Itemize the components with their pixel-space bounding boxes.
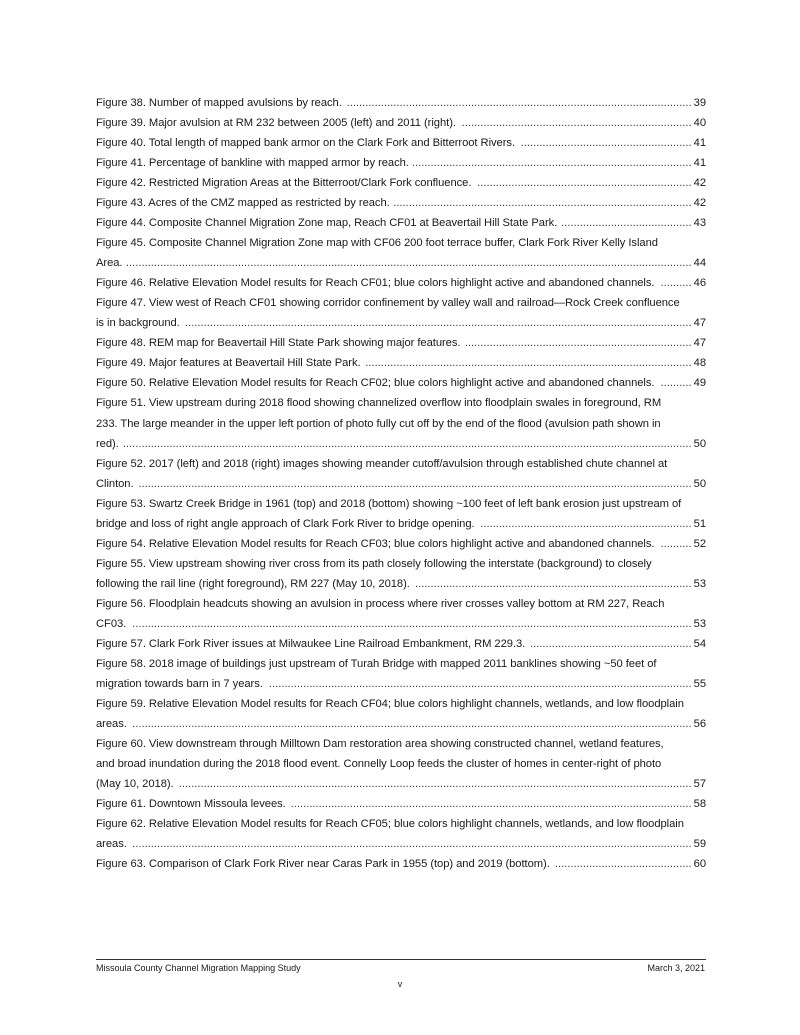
figure-caption: Figure 41. Percentage of bankline with mapped armor by reach. xyxy=(96,157,409,170)
figure-caption: Figure 44. Composite Channel Migration Zone map, Reach CF01 at Beavertail Hill State Park. xyxy=(96,217,558,230)
page-reference: 42 xyxy=(693,177,706,190)
figure-caption: Figure 58. 2018 image of buildings just upstream of Turah Bridge with mapped 2011 banklines showing ~50 feet of migration towards barn in 7 years. xyxy=(96,657,657,690)
page-reference: 42 xyxy=(693,197,706,210)
page-reference: 39 xyxy=(693,97,706,109)
toc-entry[interactable] xyxy=(96,173,706,193)
dot-leader: ........................................................................................................................................ xyxy=(268,677,692,690)
footer-document-title: Missoula County Channel Migration Mapping Study xyxy=(96,963,301,973)
toc-entry[interactable] xyxy=(96,734,706,794)
dot-leader: ....................................................................................................................................................................................... xyxy=(122,437,692,450)
toc-entry[interactable] xyxy=(96,93,706,113)
page-reference: 56 xyxy=(693,717,706,730)
dot-leader: .................................................... xyxy=(530,637,692,650)
page-reference: 54 xyxy=(693,637,706,650)
dot-leader: .......... xyxy=(660,377,692,390)
page-reference: 50 xyxy=(693,437,706,450)
page-reference: 41 xyxy=(693,137,706,150)
footer-divider xyxy=(96,959,706,960)
figure-caption: Figure 47. View west of Reach CF01 showing corridor confinement by valley wall and railroad—Rock Creek confluence is in background. xyxy=(96,297,680,330)
toc-entry[interactable] xyxy=(96,794,706,814)
figure-caption: Figure 55. View upstream showing river cross from its path closely following the interstate (background) to closely following the rail line (right foreground), RM 227 (May 10, 2018). xyxy=(96,557,652,590)
page-reference: 41 xyxy=(693,157,706,170)
toc-entry[interactable] xyxy=(96,193,706,213)
dot-leader: .......... xyxy=(660,537,692,550)
page-reference: 47 xyxy=(693,337,706,350)
toc-entry[interactable] xyxy=(96,634,706,654)
figure-caption: Figure 59. Relative Elevation Model results for Reach CF04; blue colors highlight channels, wetlands, and low floodplain areas. xyxy=(96,697,684,730)
toc-entry[interactable] xyxy=(96,654,706,694)
dot-leader: ......................................................................................... xyxy=(415,577,692,590)
page-reference: 53 xyxy=(693,577,706,590)
toc-entry[interactable] xyxy=(96,534,706,554)
figure-caption: Figure 42. Restricted Migration Areas at the Bitterroot/Clark Fork confluence. xyxy=(96,177,472,190)
toc-entry[interactable] xyxy=(96,393,706,453)
dot-leader: ..................................................................................................................................................................... xyxy=(178,778,692,791)
toc-entry[interactable] xyxy=(96,854,706,874)
page-reference: 55 xyxy=(693,677,706,690)
page-reference: 43 xyxy=(693,217,706,230)
table-of-figures xyxy=(96,93,706,874)
dot-leader: ................................................................................................................................................................... xyxy=(184,317,692,330)
toc-entry[interactable] xyxy=(96,814,706,854)
page-reference: 51 xyxy=(693,517,706,530)
figure-caption: Figure 51. View upstream during 2018 flood showing channelized overflow into floodplain swales in foreground, RM 233. The large meander in the upper left portion of photo fully cut off by the end of the flood (avulsion path shown in red). xyxy=(96,397,662,450)
dot-leader: ....................................................... xyxy=(520,137,692,150)
page-reference: 46 xyxy=(693,277,706,290)
figure-caption: Figure 57. Clark Fork River issues at Milwaukee Line Railroad Embankment, RM 229.3. xyxy=(96,637,526,650)
figure-caption: Figure 62. Relative Elevation Model results for Reach CF05; blue colors highlight channels, wetlands, and low floodplain areas. xyxy=(96,818,684,851)
dot-leader: .................................................................................................................................................................................... xyxy=(132,838,692,851)
toc-entry[interactable] xyxy=(96,133,706,153)
page-reference: 53 xyxy=(693,617,706,630)
dot-leader: .......................................................................................... xyxy=(411,157,692,170)
toc-entry[interactable] xyxy=(96,273,706,293)
toc-entry[interactable] xyxy=(96,594,706,634)
toc-entry[interactable] xyxy=(96,494,706,534)
page-reference: 50 xyxy=(693,477,706,490)
page-reference: 47 xyxy=(693,317,706,330)
dot-leader: ............................................................................................................... xyxy=(346,97,692,110)
figure-caption: Figure 56. Floodplain headcuts showing an avulsion in process where river crosses valley bottom at RM 227, Reach CF03. xyxy=(96,597,665,630)
dot-leader: .......................................................................... xyxy=(461,117,692,130)
dot-leader: ................................................................................................ xyxy=(393,197,692,210)
toc-entry[interactable] xyxy=(96,333,706,353)
page-reference: 44 xyxy=(693,257,706,270)
figure-caption: Figure 52. 2017 (left) and 2018 (right) images showing meander cutoff/avulsion through established chute channel at Clinton. xyxy=(96,457,668,490)
page-reference: 40 xyxy=(693,117,706,130)
figure-caption: Figure 45. Composite Channel Migration Zone map with CF06 200 foot terrace buffer, Clark Fork River Kelly Island Area. xyxy=(96,237,658,270)
page-reference: 49 xyxy=(693,377,706,390)
dot-leader: .................................................................................................................................................................................. xyxy=(138,477,692,490)
page-reference: 58 xyxy=(693,798,706,811)
toc-entry[interactable] xyxy=(96,153,706,173)
figure-caption: Figure 40. Total length of mapped bank armor on the Clark Fork and Bitterroot Rivers. xyxy=(96,137,516,150)
dot-leader: ......................................................................................................... xyxy=(365,357,692,370)
figure-caption: Figure 38. Number of mapped avulsions by reach. xyxy=(96,97,342,109)
page-reference: 52 xyxy=(693,537,706,550)
page-reference: 48 xyxy=(693,357,706,370)
toc-entry[interactable] xyxy=(96,554,706,594)
dot-leader: .................................................................................................................................................................................... xyxy=(132,718,692,730)
toc-entry[interactable] xyxy=(96,213,706,233)
dot-leader: .................................................................................................................................................................................... xyxy=(132,617,692,630)
figure-caption: Figure 49. Major features at Beavertail Hill State Park. xyxy=(96,357,361,370)
dot-leader: .......... xyxy=(660,277,692,290)
figure-caption: Figure 63. Comparison of Clark Fork River near Caras Park in 1955 (top) and 2019 (bottom). xyxy=(96,858,550,871)
page-number: v xyxy=(397,979,403,989)
toc-entry[interactable] xyxy=(96,373,706,393)
figure-caption: Figure 48. REM map for Beavertail Hill State Park showing major features. xyxy=(96,337,461,350)
page-reference: 60 xyxy=(693,858,706,871)
page-reference: 59 xyxy=(693,838,706,851)
dot-leader: ...................................................................................................................................................................................... xyxy=(125,257,692,270)
dot-leader: ..................................................................... xyxy=(477,177,692,190)
figure-caption: Figure 50. Relative Elevation Model results for Reach CF02; blue colors highlight active and abandoned channels. xyxy=(96,377,655,390)
dot-leader: ............................................ xyxy=(554,858,692,871)
figure-caption: Figure 54. Relative Elevation Model results for Reach CF03; blue colors highlight active and abandoned channels. xyxy=(96,537,655,550)
page-reference: 57 xyxy=(693,778,706,791)
dot-leader: .................................................................... xyxy=(480,517,692,530)
figure-caption: Figure 46. Relative Elevation Model results for Reach CF01; blue colors highlight active and abandoned channels. xyxy=(96,277,655,290)
footer-date: March 3, 2021 xyxy=(647,963,705,973)
figure-caption: Figure 43. Acres of the CMZ mapped as restricted by reach. xyxy=(96,197,390,210)
figure-caption: Figure 60. View downstream through Milltown Dam restoration area showing constructed channel, wetland features, and broad inundation during the 2018 flood event. Connelly Loop feeds the cluster of homes in center-right of photo (May 10, 2018). xyxy=(96,738,664,791)
dot-leader: ......................................................................... xyxy=(464,337,692,350)
dot-leader: .......................................... xyxy=(561,217,692,230)
toc-entry[interactable] xyxy=(96,233,706,273)
toc-entry[interactable] xyxy=(96,454,706,494)
figure-caption: Figure 61. Downtown Missoula levees. xyxy=(96,798,286,811)
toc-entry[interactable] xyxy=(96,293,706,333)
toc-entry[interactable] xyxy=(96,353,706,373)
figure-caption: Figure 39. Major avulsion at RM 232 between 2005 (left) and 2011 (right). xyxy=(96,117,456,130)
toc-entry[interactable] xyxy=(96,694,706,734)
dot-leader: ................................................................................................................................. xyxy=(290,798,692,811)
toc-entry[interactable] xyxy=(96,113,706,133)
figure-caption: Figure 53. Swartz Creek Bridge in 1961 (top) and 2018 (bottom) showing ~100 feet of left bank erosion just upstream of bridge and loss of right angle approach of Clark Fork River to bridge opening. xyxy=(96,497,682,530)
